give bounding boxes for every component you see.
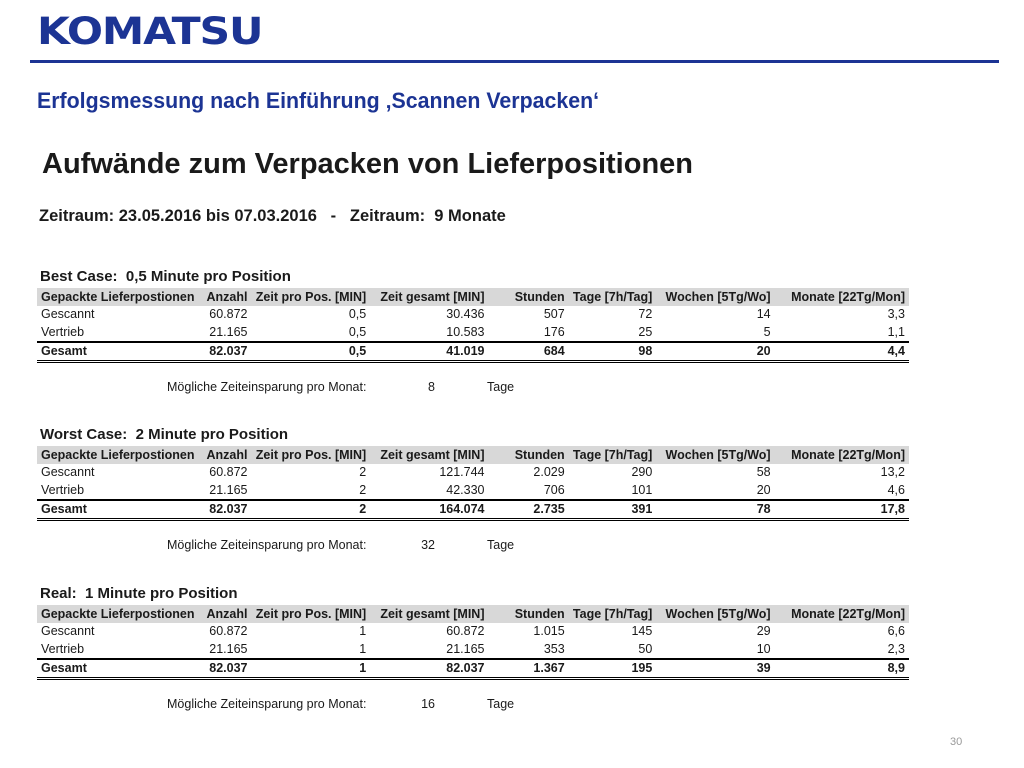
column-header: Stunden: [489, 605, 569, 623]
table-cell: 1: [359, 624, 367, 639]
column-header: Gepackte Lieferpostionen: [37, 288, 202, 306]
column-header: Monate [22Tg/Mon]: [775, 446, 909, 464]
total-cell: 82.037: [202, 659, 251, 679]
saving-label: Mögliche Zeiteinsparung pro Monat:: [167, 380, 367, 394]
case-title: Real: 1 Minute pro Position: [40, 585, 238, 602]
table-cell: Gescannt: [41, 307, 95, 322]
total-cell: 20: [656, 342, 774, 362]
total-cell: 164.074: [370, 500, 488, 520]
total-row: [37, 659, 909, 679]
column-header: Stunden: [489, 446, 569, 464]
total-cell: 98: [569, 342, 657, 362]
column-header: Tage [7h/Tag]: [569, 446, 657, 464]
saving-unit: Tage: [487, 538, 515, 552]
table-cell: Gescannt: [41, 624, 95, 639]
column-header: Anzahl: [202, 288, 251, 306]
column-header: Tage [7h/Tag]: [569, 288, 657, 306]
effort-table: [37, 288, 909, 363]
table-cell: 30.436: [446, 307, 485, 322]
table-cell: 0,5: [348, 324, 367, 339]
total-cell: 78: [656, 500, 774, 520]
table-cell: 10.583: [446, 324, 485, 339]
table-cell: 290: [631, 465, 653, 480]
table-cell: 50: [638, 641, 653, 656]
table-cell: 21.165: [209, 641, 248, 656]
total-cell: 8,9: [775, 659, 909, 679]
case-title: Best Case: 0,5 Minute pro Position: [40, 268, 291, 285]
table-cell: 60.872: [209, 465, 248, 480]
total-cell: 39: [656, 659, 774, 679]
slide-title: Erfolgsmessung nach Einführung ‚Scannen Verpacken‘: [37, 88, 600, 113]
table-cell: 20: [756, 482, 771, 497]
column-header: Wochen [5Tg/Wo]: [656, 446, 774, 464]
total-cell: 1.367: [489, 659, 569, 679]
table-row: [37, 306, 909, 324]
column-header: Monate [22Tg/Mon]: [775, 288, 909, 306]
case-title: Worst Case: 2 Minute pro Position: [40, 426, 289, 443]
table-cell: 60.872: [209, 624, 248, 639]
table-cell: Vertrieb: [41, 641, 85, 656]
table-cell: 13,2: [880, 465, 905, 480]
table-header-row: [37, 446, 909, 464]
total-cell: 82.037: [370, 659, 488, 679]
table-cell: 1: [359, 641, 367, 656]
table-cell: 72: [638, 307, 653, 322]
table-cell: 101: [631, 482, 653, 497]
table-cell: 6,6: [887, 624, 905, 639]
table-cell: 2: [359, 465, 367, 480]
total-cell: 82.037: [202, 500, 251, 520]
total-cell: 4,4: [775, 342, 909, 362]
effort-table: [37, 605, 909, 680]
saving-label: Mögliche Zeiteinsparung pro Monat:: [167, 538, 367, 552]
saving-value: 32: [421, 538, 435, 552]
column-header: Zeit gesamt [MIN]: [370, 446, 488, 464]
total-cell: 0,5: [252, 342, 371, 362]
table-cell: 176: [543, 324, 565, 339]
table-cell: 4,6: [887, 482, 905, 497]
table-cell: 0,5: [348, 307, 367, 322]
table-cell: 5: [763, 324, 771, 339]
total-cell: 391: [569, 500, 657, 520]
table-cell: 21.165: [209, 324, 248, 339]
total-cell: 2.735: [489, 500, 569, 520]
saving-unit: Tage: [487, 697, 515, 711]
table-cell: 10: [756, 641, 771, 656]
total-cell: 1: [252, 659, 371, 679]
table-cell: 14: [756, 307, 771, 322]
table-row: [37, 623, 909, 641]
column-header: Gepackte Lieferpostionen: [37, 605, 202, 623]
table-cell: 21.165: [209, 482, 248, 497]
table-cell: 58: [756, 465, 771, 480]
table-cell: 121.744: [439, 465, 485, 480]
column-header: Zeit gesamt [MIN]: [370, 605, 488, 623]
column-header: Zeit gesamt [MIN]: [370, 288, 488, 306]
table-header-row: [37, 288, 909, 306]
table-cell: Vertrieb: [41, 324, 85, 339]
table-cell: 42.330: [446, 482, 485, 497]
table-cell: 3,3: [887, 307, 905, 322]
table-cell: 145: [631, 624, 653, 639]
table-cell: 21.165: [446, 641, 485, 656]
saving-label: Mögliche Zeiteinsparung pro Monat:: [167, 697, 367, 711]
header-divider: [30, 60, 999, 63]
effort-table: [37, 446, 909, 521]
column-header: Anzahl: [202, 446, 251, 464]
total-cell: 82.037: [202, 342, 251, 362]
table-cell: Vertrieb: [41, 482, 85, 497]
table-cell: 353: [543, 641, 565, 656]
table-header-row: [37, 605, 909, 623]
document-title: Aufwände zum Verpacken von Lieferpositionen: [42, 148, 694, 180]
period-line: Zeitraum: 23.05.2016 bis 07.03.2016 - Zeitraum: 9 Monate: [39, 207, 506, 225]
table-row: [37, 640, 909, 659]
column-header: Anzahl: [202, 605, 251, 623]
table-row: [37, 464, 909, 482]
total-cell: Gesamt: [37, 659, 202, 679]
table-cell: 2: [359, 482, 367, 497]
column-header: Zeit pro Pos. [MIN]: [252, 605, 371, 623]
column-header: Wochen [5Tg/Wo]: [656, 288, 774, 306]
saving-value: 16: [421, 697, 435, 711]
table-cell: 1,1: [887, 324, 905, 339]
komatsu-logo: KOMATSU: [37, 10, 263, 53]
table-cell: 29: [756, 624, 771, 639]
page-number: 30: [950, 736, 963, 748]
table-cell: 2,3: [887, 641, 905, 656]
column-header: Zeit pro Pos. [MIN]: [252, 288, 371, 306]
total-cell: 684: [489, 342, 569, 362]
column-header: Zeit pro Pos. [MIN]: [252, 446, 371, 464]
table-cell: 2.029: [533, 465, 565, 480]
total-row: [37, 500, 909, 520]
table-row: [37, 481, 909, 500]
column-header: Stunden: [489, 288, 569, 306]
saving-unit: Tage: [487, 380, 515, 394]
total-cell: Gesamt: [37, 342, 202, 362]
table-cell: 60.872: [446, 624, 485, 639]
table-cell: 60.872: [209, 307, 248, 322]
total-cell: 41.019: [370, 342, 488, 362]
total-cell: Gesamt: [37, 500, 202, 520]
total-cell: 2: [252, 500, 371, 520]
total-cell: 195: [569, 659, 657, 679]
total-row: [37, 342, 909, 362]
column-header: Gepackte Lieferpostionen: [37, 446, 202, 464]
table-cell: Gescannt: [41, 465, 95, 480]
table-cell: 507: [543, 307, 565, 322]
column-header: Monate [22Tg/Mon]: [775, 605, 909, 623]
table-cell: 25: [638, 324, 653, 339]
table-cell: 1.015: [533, 624, 565, 639]
column-header: Tage [7h/Tag]: [569, 605, 657, 623]
table-row: [37, 323, 909, 342]
column-header: Wochen [5Tg/Wo]: [656, 605, 774, 623]
table-cell: 706: [543, 482, 565, 497]
saving-value: 8: [428, 380, 435, 394]
total-cell: 17,8: [775, 500, 909, 520]
